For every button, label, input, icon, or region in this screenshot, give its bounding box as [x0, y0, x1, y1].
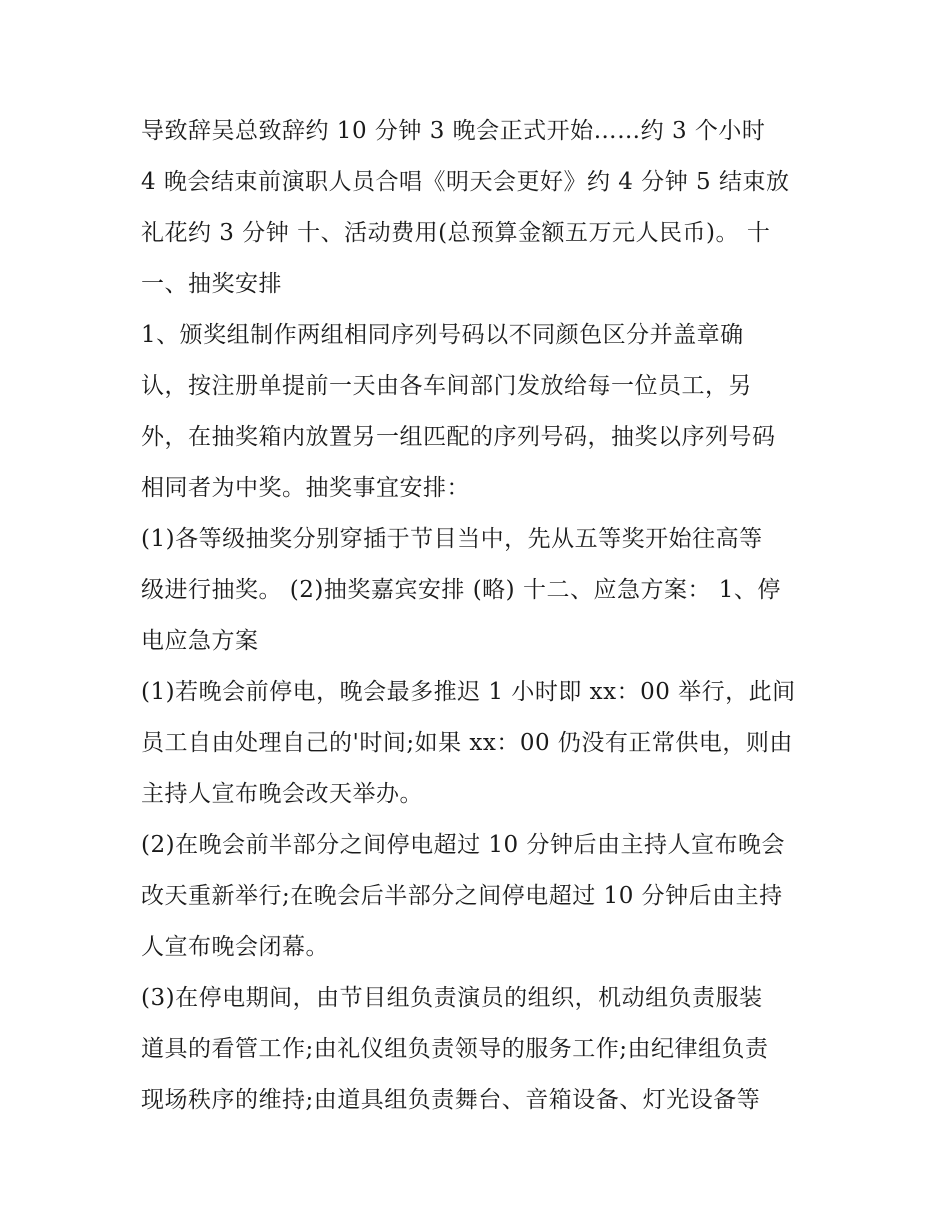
- text-line: 相同者为中奖。抽奖事宜安排：: [141, 475, 470, 501]
- text-line: 导致辞吴总致辞约 10 分钟 3 晚会正式开始……约 3 个小时: [141, 118, 766, 144]
- text-line: 1、颁奖组制作两组相同序列号码以不同颜色区分并盖章确: [141, 322, 744, 348]
- text-line: 认，按注册单提前一天由各车间部门发放给每一位员工，另: [141, 373, 752, 399]
- text-line: 主持人宣布晚会改天举办。: [141, 781, 423, 807]
- text-line: 一、抽奖安排: [141, 271, 282, 297]
- text-line: 道具的看管工作;由礼仪组负责领导的服务工作;由纪律组负责: [141, 1036, 769, 1062]
- document-page: [141, 106, 821, 1126]
- text-line: 员工自由处理自己的'时间;如果 xx：00 仍没有正常供电，则由: [141, 730, 793, 756]
- text-line: 级进行抽奖。 (2)抽奖嘉宾安排 (略) 十二、应急方案： 1、停: [141, 577, 781, 603]
- text-line: 4 晚会结束前演职人员合唱《明天会更好》约 4 分钟 5 结束放: [141, 169, 790, 195]
- text-line: (2)在晚会前半部分之间停电超过 10 分钟后由主持人宣布晚会: [141, 832, 785, 858]
- text-line: 礼花约 3 分钟 十、活动费用(总预算金额五万元人民币)。 十: [141, 220, 771, 246]
- text-line: 电应急方案: [141, 628, 259, 654]
- text-line: (1)各等级抽奖分别穿插于节目当中，先从五等奖开始往高等: [141, 526, 763, 552]
- text-line: (3)在停电期间，由节目组负责演员的组织，机动组负责服装: [141, 985, 763, 1011]
- text-line: 人宣布晚会闭幕。: [141, 934, 329, 960]
- text-line: 外，在抽奖箱内放置另一组匹配的序列号码，抽奖以序列号码: [141, 424, 776, 450]
- text-line: (1)若晚会前停电，晚会最多推迟 1 小时即 xx：00 举行，此间: [141, 679, 796, 705]
- text-line: 现场秩序的维持;由道具组负责舞台、音箱设备、灯光设备等: [141, 1087, 761, 1113]
- text-line: 改天重新举行;在晚会后半部分之间停电超过 10 分钟后由主持: [141, 883, 783, 909]
